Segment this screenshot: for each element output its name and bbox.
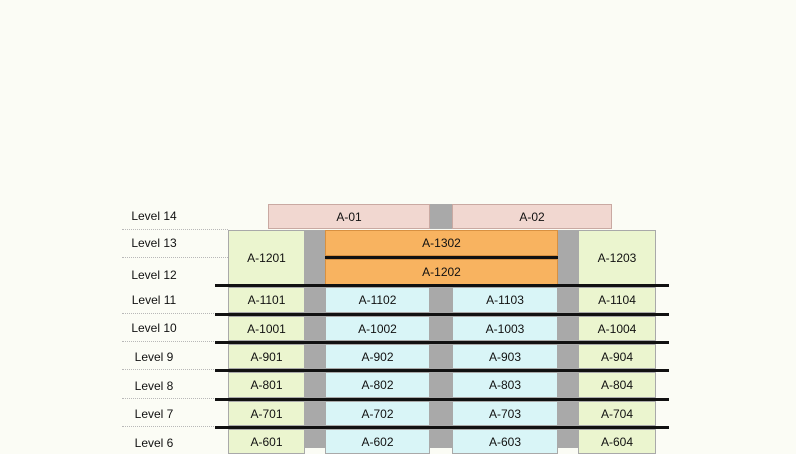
unit: A-701: [228, 401, 305, 426]
unit: A-1001: [228, 316, 305, 341]
unit: A-1104: [578, 287, 656, 313]
unit-a-1201: A-1201: [228, 230, 305, 285]
level-separator: [122, 313, 228, 314]
level-separator: [122, 229, 228, 230]
level-separator: [122, 257, 228, 258]
unit: A-1003: [452, 316, 558, 341]
core-right: [558, 230, 578, 448]
level-separator: [122, 341, 228, 342]
level-label: Level 10: [131, 321, 177, 335]
core-roof: [430, 204, 452, 229]
core-center: [430, 287, 452, 448]
unit-a-1302: A-1302: [325, 230, 558, 256]
unit: A-1102: [325, 287, 430, 313]
level-separator: [122, 398, 228, 399]
unit: A-1101: [228, 287, 305, 313]
unit: A-1103: [452, 287, 558, 313]
unit: A-702: [325, 401, 430, 426]
level-label: Level 11: [131, 293, 177, 307]
level-label: Level 6: [134, 436, 174, 450]
unit: A-601: [228, 429, 305, 454]
unit: A-803: [452, 372, 558, 398]
level-separator: [122, 426, 228, 427]
unit: A-802: [325, 372, 430, 398]
unit: A-804: [578, 372, 656, 398]
core-left: [305, 230, 325, 448]
unit: A-604: [578, 429, 656, 454]
unit: A-902: [325, 344, 430, 369]
level-label: Level 7: [134, 407, 174, 421]
level-label: Level 9: [134, 350, 174, 364]
level-label: Level 13: [131, 236, 177, 250]
unit: A-903: [452, 344, 558, 369]
level-separator: [122, 369, 228, 370]
unit: A-904: [578, 344, 656, 369]
unit: A-1002: [325, 316, 430, 341]
unit-a-1202: A-1202: [325, 259, 558, 285]
unit: A-901: [228, 344, 305, 369]
unit: A-704: [578, 401, 656, 426]
unit: A-1004: [578, 316, 656, 341]
unit: A-703: [452, 401, 558, 426]
level-label: Level 14: [131, 209, 177, 223]
unit-a-1203: A-1203: [578, 230, 656, 285]
unit-a-02: A-02: [452, 204, 612, 229]
level-label: Level 8: [134, 379, 174, 393]
unit: A-801: [228, 372, 305, 398]
unit: A-602: [325, 429, 430, 454]
level-label: Level 12: [131, 268, 177, 282]
unit: A-603: [452, 429, 558, 454]
unit-a-01: A-01: [268, 204, 430, 229]
